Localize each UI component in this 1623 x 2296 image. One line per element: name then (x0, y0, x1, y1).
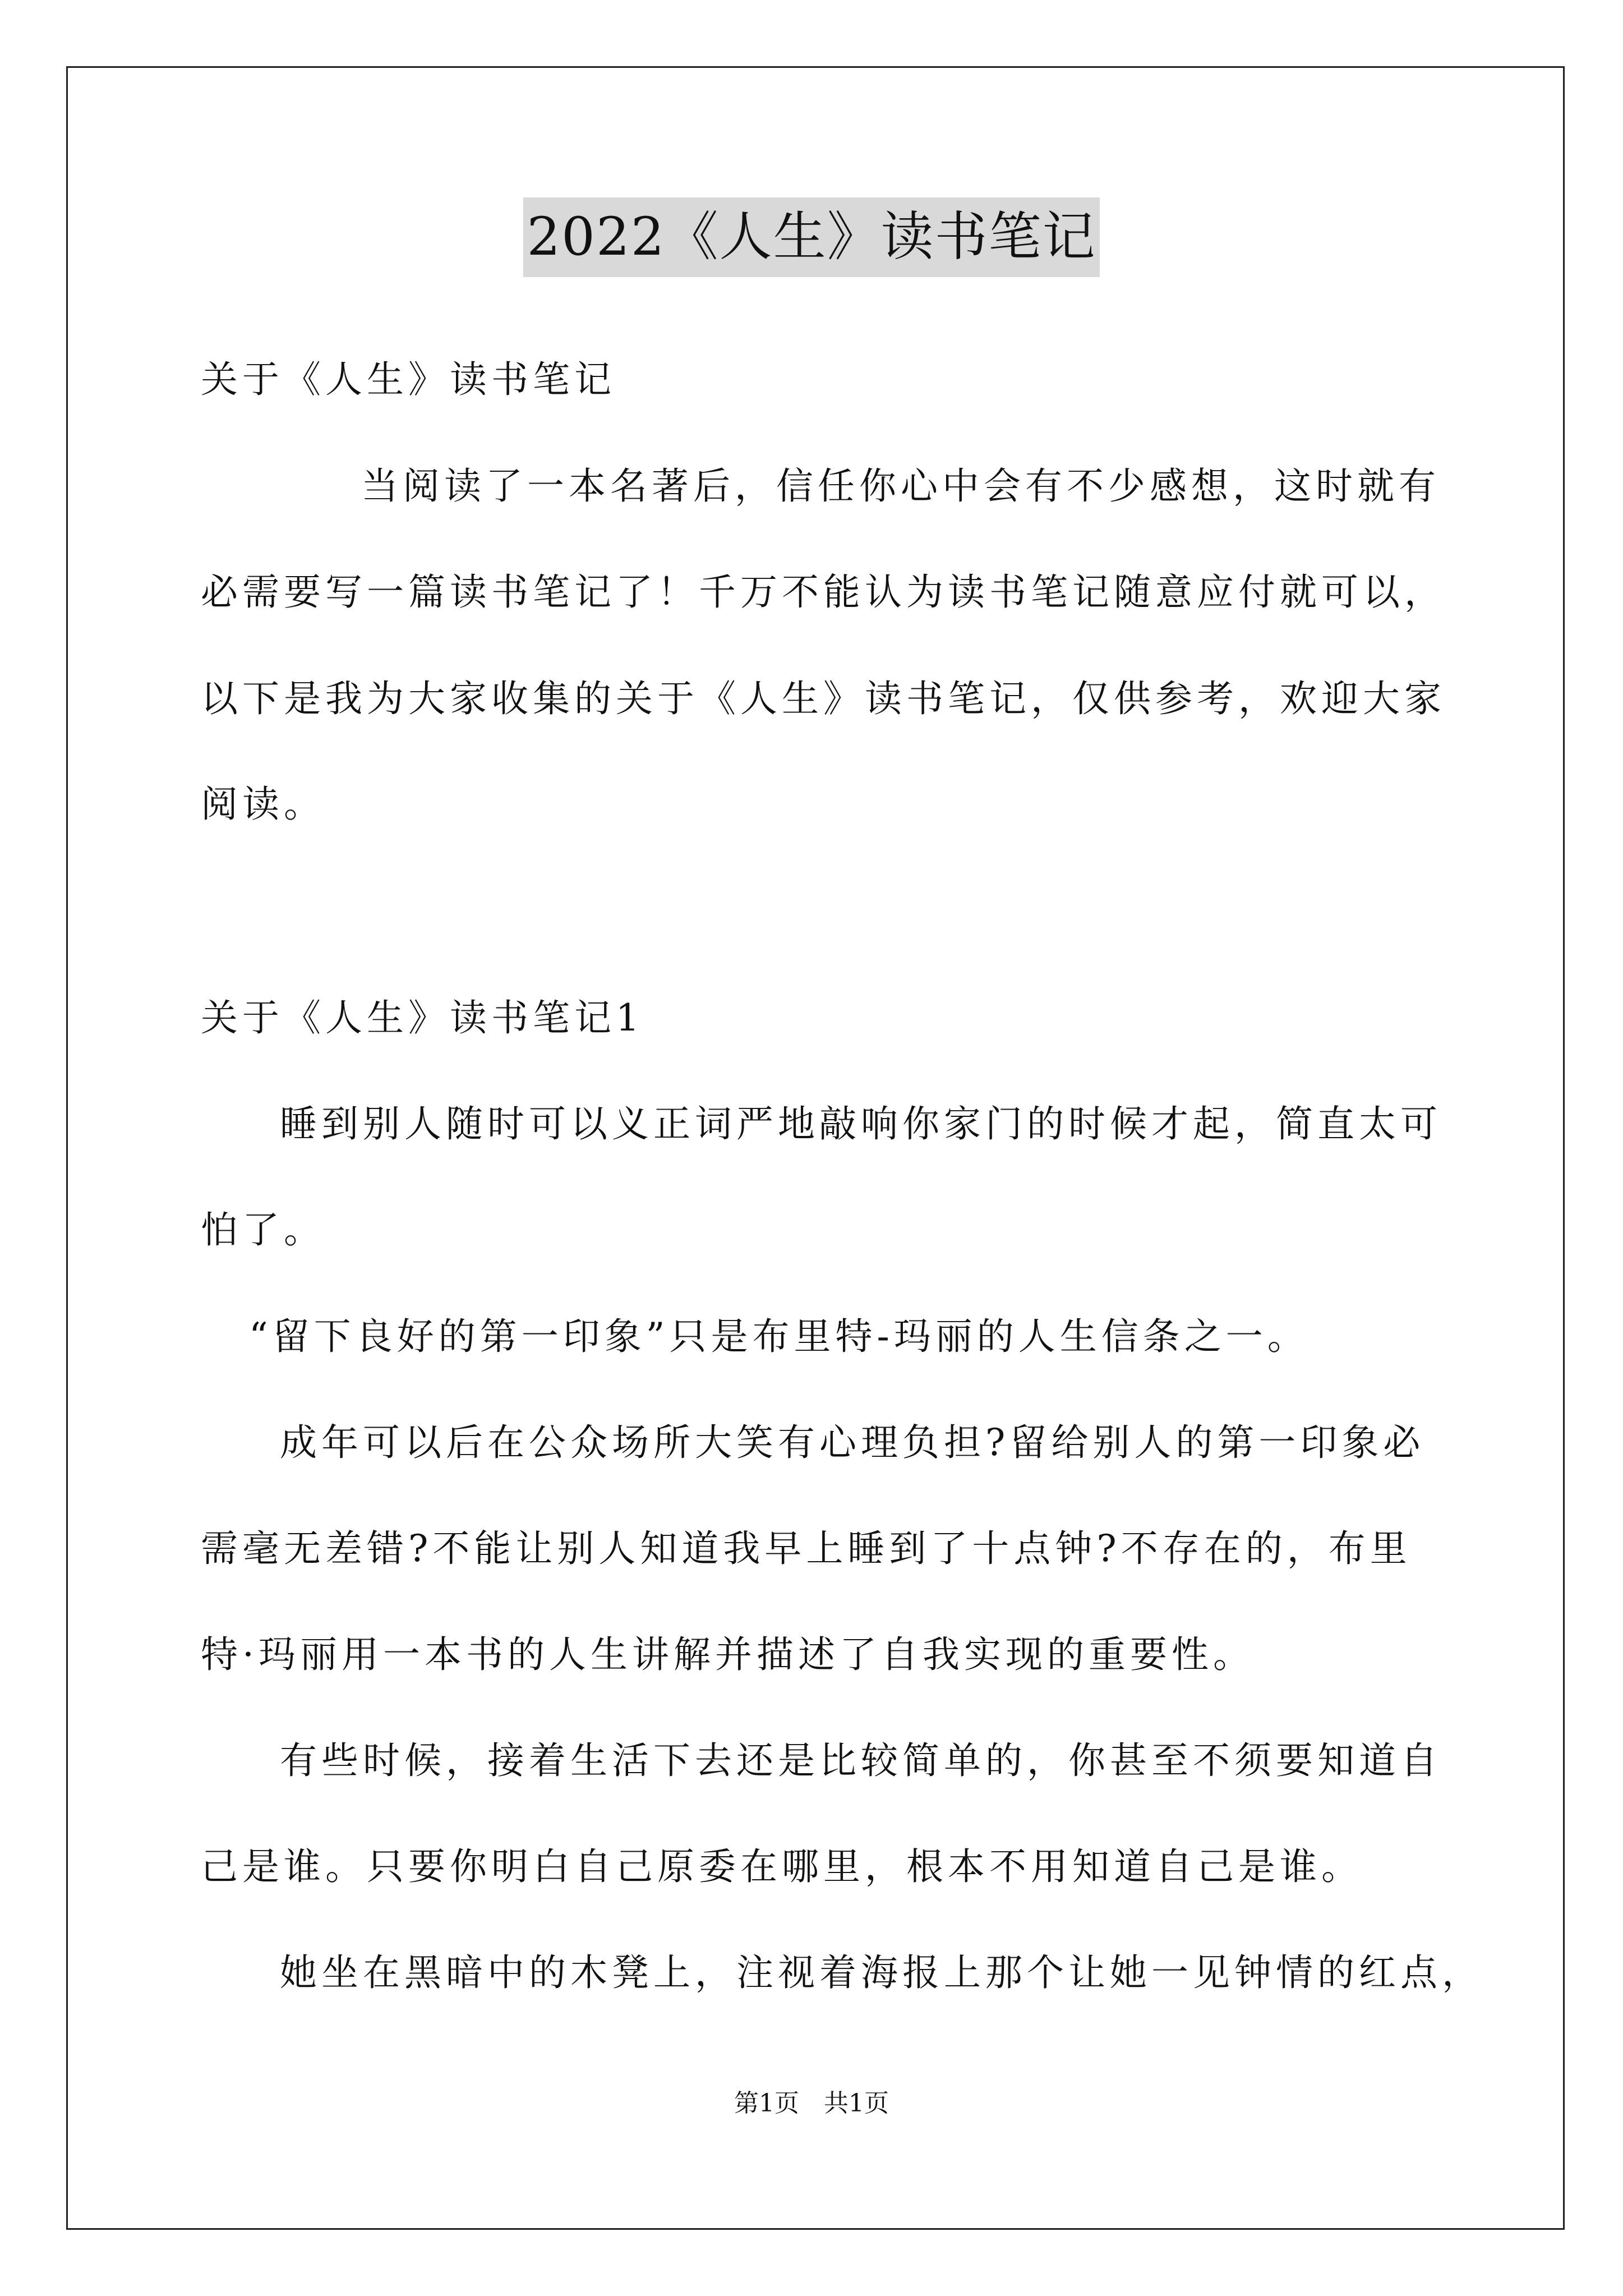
paragraph-line: 特·玛丽用一本书的人生讲解并描述了自我实现的重要性。 (201, 1633, 1255, 1676)
paragraph-line: 以下是我为大家收集的关于《人生》读书笔记，仅供参考，欢迎大家 (201, 677, 1446, 720)
paragraph-line: 怕了。 (201, 1208, 325, 1251)
section-heading-1: 关于《人生》读书笔记1 (201, 996, 644, 1039)
paragraph-line: “留下良好的第一印象”只是布里特-玛丽的人生信条之一。 (249, 1315, 1309, 1358)
paragraph-line: 有些时候，接着生活下去还是比较简单的，你甚至不须要知道自 (280, 1739, 1442, 1782)
paragraph-line: 她坐在黑暗中的木凳上，注视着海报上那个让她一见钟情的红点， (280, 1951, 1483, 1994)
document-title: 2022《人生》读书笔记 (523, 197, 1099, 277)
paragraph-line: 睡到别人随时可以义正词严地敲响你家门的时候才起，简直太可 (280, 1102, 1442, 1145)
paragraph-line: 阅读。 (201, 783, 325, 826)
paragraph-line: 成年可以后在公众场所大笑有心理负担?留给别人的第一印象必 (280, 1421, 1425, 1464)
section-heading-intro: 关于《人生》读书笔记 (201, 358, 616, 401)
paragraph-line: 己是谁。只要你明白自己原委在哪里，根本不用知道自己是谁。 (201, 1845, 1363, 1888)
title-container (0, 197, 1623, 277)
paragraph-line: 必需要写一篇读书笔记了！千万不能认为读书笔记随意应付就可以， (201, 570, 1446, 614)
page-number-footer: 第1页 共1页 (734, 2089, 889, 2118)
paragraph-line: 当阅读了一本名著后，信任你心中会有不少感想，这时就有 (361, 464, 1440, 508)
paragraph-line: 需毫无差错?不能让别人知道我早上睡到了十点钟?不存在的，布里 (201, 1527, 1412, 1570)
